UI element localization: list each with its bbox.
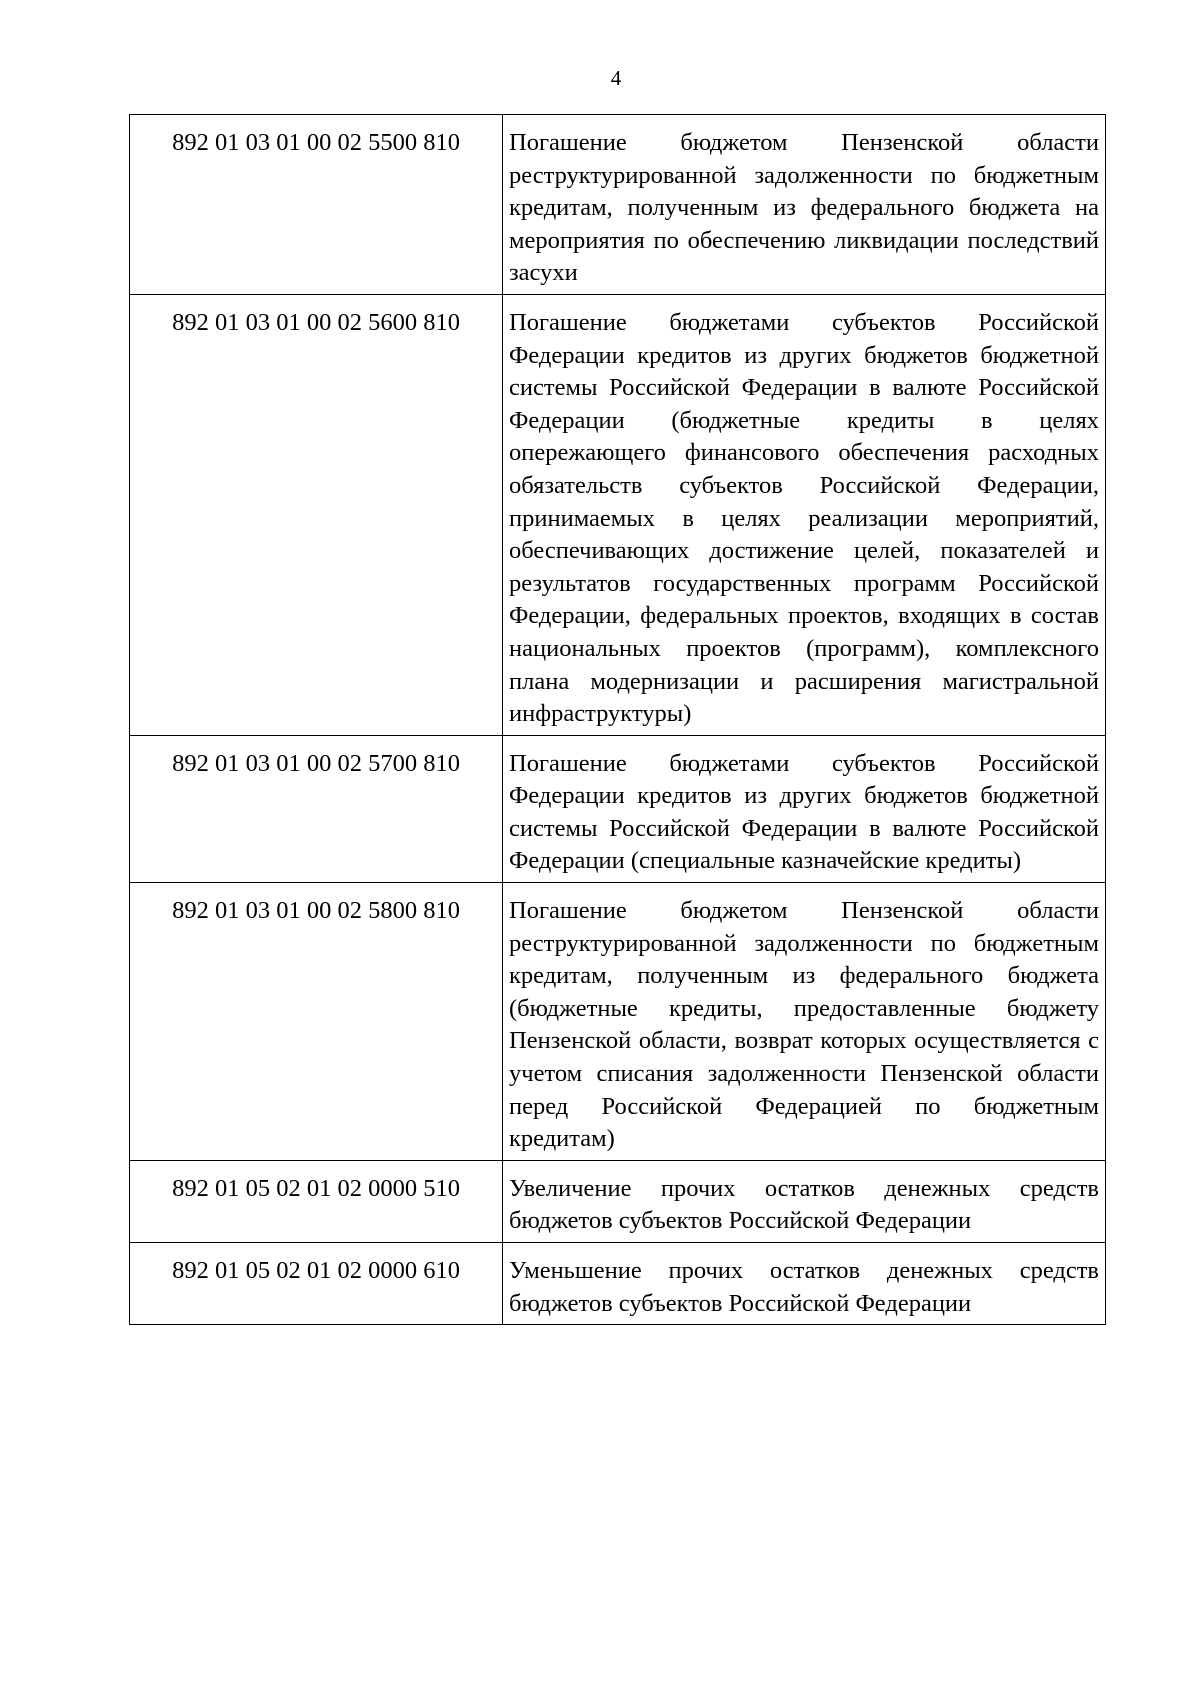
budget-codes-table	[129, 114, 1106, 1325]
budget-code: 892 01 03 01 00 02 5500 810	[130, 115, 503, 295]
table-row	[130, 115, 1106, 295]
budget-description: Погашение бюджетами субъектов Российской Федерации кредитов из других бюджетов бюджетной системы Российской Федерации в валюте Российской Федерации (бюджетные кредиты в целях опережающего финансового обеспечения расходных обязательств субъектов Российской Федерации, принимаемых в целях реализации мероприятий, обеспечивающих достижение целей, показателей и результатов государственных программ Российской Федерации, федеральных проектов, входящих в состав национальных проектов (программ), комплексного плана модернизации и расширения магистральной инфраструктуры)	[503, 294, 1106, 735]
budget-code: 892 01 05 02 01 02 0000 510	[130, 1160, 503, 1242]
table-row	[130, 1243, 1106, 1325]
budget-code: 892 01 03 01 00 02 5800 810	[130, 883, 503, 1161]
budget-description: Уменьшение прочих остатков денежных средств бюджетов субъектов Российской Федерации	[503, 1243, 1106, 1325]
table-row	[130, 883, 1106, 1161]
budget-description: Погашение бюджетом Пензенской области реструктурированной задолженности по бюджетным кредитам, полученным из федерального бюджета на мероприятия по обеспечению ликвидации последствий засухи	[503, 115, 1106, 295]
budget-code: 892 01 03 01 00 02 5600 810	[130, 294, 503, 735]
page-number: 4	[610, 66, 622, 90]
budget-description: Погашение бюджетами субъектов Российской Федерации кредитов из других бюджетов бюджетной системы Российской Федерации в валюте Российской Федерации (специальные казначейские кредиты)	[503, 735, 1106, 882]
budget-description: Погашение бюджетом Пензенской области реструктурированной задолженности по бюджетным кредитам, полученным из федерального бюджета (бюджетные кредиты, предоставленные бюджету Пензенской области, возврат которых осуществляется с учетом списания задолженности Пензенской области перед Российской Федерацией по бюджетным кредитам)	[503, 883, 1106, 1161]
table-row	[130, 735, 1106, 882]
budget-code: 892 01 03 01 00 02 5700 810	[130, 735, 503, 882]
table-row	[130, 1160, 1106, 1242]
budget-code: 892 01 05 02 01 02 0000 610	[130, 1243, 503, 1325]
table-row	[130, 294, 1106, 735]
budget-description: Увеличение прочих остатков денежных средств бюджетов субъектов Российской Федерации	[503, 1160, 1106, 1242]
